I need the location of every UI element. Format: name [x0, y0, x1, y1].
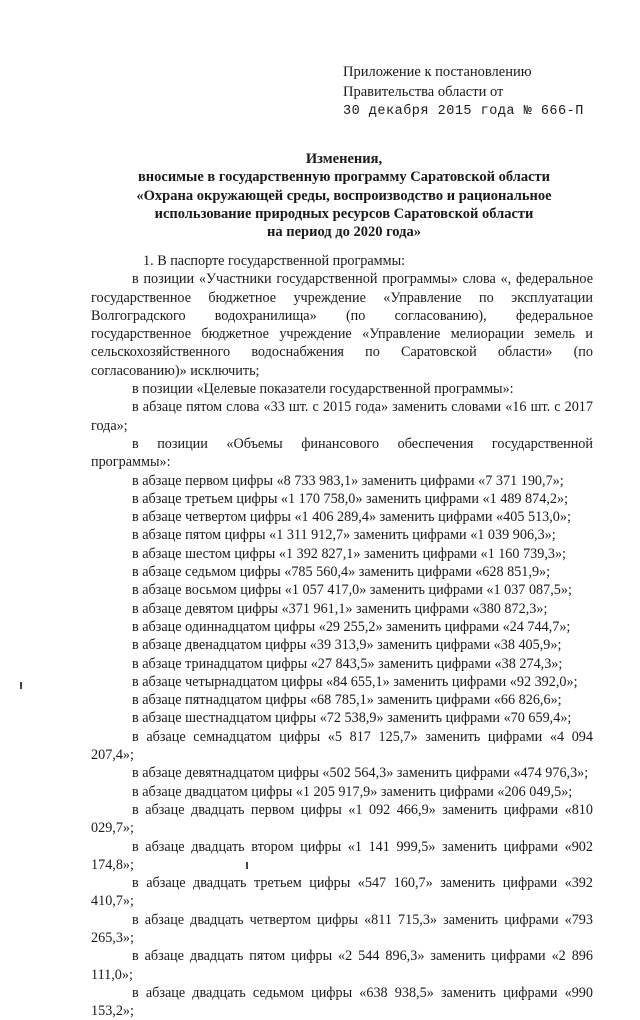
- paragraph: в абзаце пятом цифры «1 311 912,7» заменить цифрами «1 039 906,3»;: [132, 527, 556, 544]
- paragraph: в абзаце шестом цифры «1 392 827,1» заменить цифрами «1 160 739,3»;: [132, 545, 566, 562]
- title-line-2: вносимые в государственную программу Саратовской области: [137, 169, 551, 186]
- header-line-1: Приложение к постановлению: [343, 64, 532, 80]
- paragraph: в абзаце двадцать первом цифры «1 092 466,9» заменить цифрами «810 029,7»;: [91, 801, 593, 837]
- paragraph: в абзаце девятнадцатом цифры «502 564,3» заменить цифрами «474 976,3»;: [132, 765, 589, 782]
- paragraph: в позиции «Участники государственной программы» слова «, федеральное государственное бюджетное учреждение «Управление по эксплуатации Волгоградского водохранилища» (по согласованию), федеральное государственное бюджетное учреждение «Управление мелиорации земель и сельскохозяйственного водоснабжения по Саратовской области» (по согласованию)» исключить;: [91, 271, 593, 379]
- paragraph: в абзаце двадцать втором цифры «1 141 999,5» заменить цифрами «902 174,8»;: [91, 838, 593, 873]
- paragraph: в абзаце тринадцатом цифры «27 843,5» заменить цифрами «38 274,3»;: [132, 655, 563, 672]
- paragraph: в абзаце пятом слова «33 шт. с 2015 года» заменить словами «16 шт. с 2017 года»;: [91, 399, 593, 434]
- header-line-2: Правительства области от: [343, 84, 504, 100]
- title-line-3: «Охрана окружающей среды, воспроизводство и рациональное: [136, 187, 552, 204]
- paragraph: в абзаце шестнадцатом цифры «72 538,9» заменить цифрами «70 659,4»;: [132, 710, 572, 727]
- title-line-5: на период до 2020 года»: [267, 224, 421, 241]
- paragraph: в абзаце двадцать пятом цифры «2 544 896,3» заменить цифрами «2 896 111,0»;: [91, 948, 593, 983]
- document-title: [100, 150, 588, 241]
- scan-mark: [246, 862, 248, 869]
- paragraph: в абзаце одиннадцатом цифры «29 255,2» заменить цифрами «24 744,7»;: [132, 618, 571, 635]
- title-line-1: Изменения,: [305, 151, 383, 167]
- scan-mark: [20, 682, 22, 689]
- paragraph: в абзаце двадцатом цифры «1 205 917,9» заменить цифрами «206 049,5»;: [132, 783, 573, 800]
- paragraph: в абзаце пятнадцатом цифры «68 785,1» заменить цифрами «66 826,6»;: [132, 692, 562, 709]
- paragraph: в абзаце двадцать четвертом цифры «811 715,3» заменить цифрами «793 265,3»;: [91, 911, 593, 946]
- paragraph: в позиции «Целевые показатели государственной программы»:: [132, 381, 514, 398]
- paragraph: в абзаце семнадцатом цифры «5 817 125,7» заменить цифрами «4 094 207,4»;: [91, 728, 593, 764]
- paragraph: в абзаце восьмом цифры «1 057 417,0» заменить цифрами «1 037 087,5»;: [132, 582, 572, 599]
- paragraph: 1. В паспорте государственной программы:: [143, 253, 406, 269]
- title-line-4: использование природных ресурсов Саратовской области: [154, 205, 534, 222]
- appendix-header: [343, 62, 593, 122]
- header-line-3: 30 декабря 2015 года № 666-П: [343, 104, 584, 119]
- paragraph: в абзаце седьмом цифры «785 560,4» заменить цифрами «628 851,9»;: [132, 564, 551, 581]
- paragraph: в абзаце первом цифры «8 733 983,1» заменить цифрами «7 371 190,7»;: [132, 472, 564, 489]
- paragraph: в позиции «Объемы финансового обеспечения государственной программы»:: [91, 435, 593, 471]
- paragraph: в абзаце двадцать седьмом цифры «638 938,5» заменить цифрами «990 153,2»;: [91, 984, 593, 1020]
- paragraph: в абзаце двенадцатом цифры «39 313,9» заменить цифрами «38 405,9»;: [132, 637, 562, 654]
- paragraph: в абзаце двадцать третьем цифры «547 160,7» заменить цифрами «392 410,7»;: [91, 875, 593, 910]
- paragraph: в абзаце четырнадцатом цифры «84 655,1» заменить цифрами «92 392,0»;: [132, 673, 578, 690]
- paragraph: в абзаце девятом цифры «371 961,1» заменить цифрами «380 872,3»;: [132, 600, 548, 617]
- paragraph: в абзаце четвертом цифры «1 406 289,4» заменить цифрами «405 513,0»;: [132, 509, 571, 526]
- paragraph: в абзаце третьем цифры «1 170 758,0» заменить цифрами «1 489 874,2»;: [132, 490, 569, 507]
